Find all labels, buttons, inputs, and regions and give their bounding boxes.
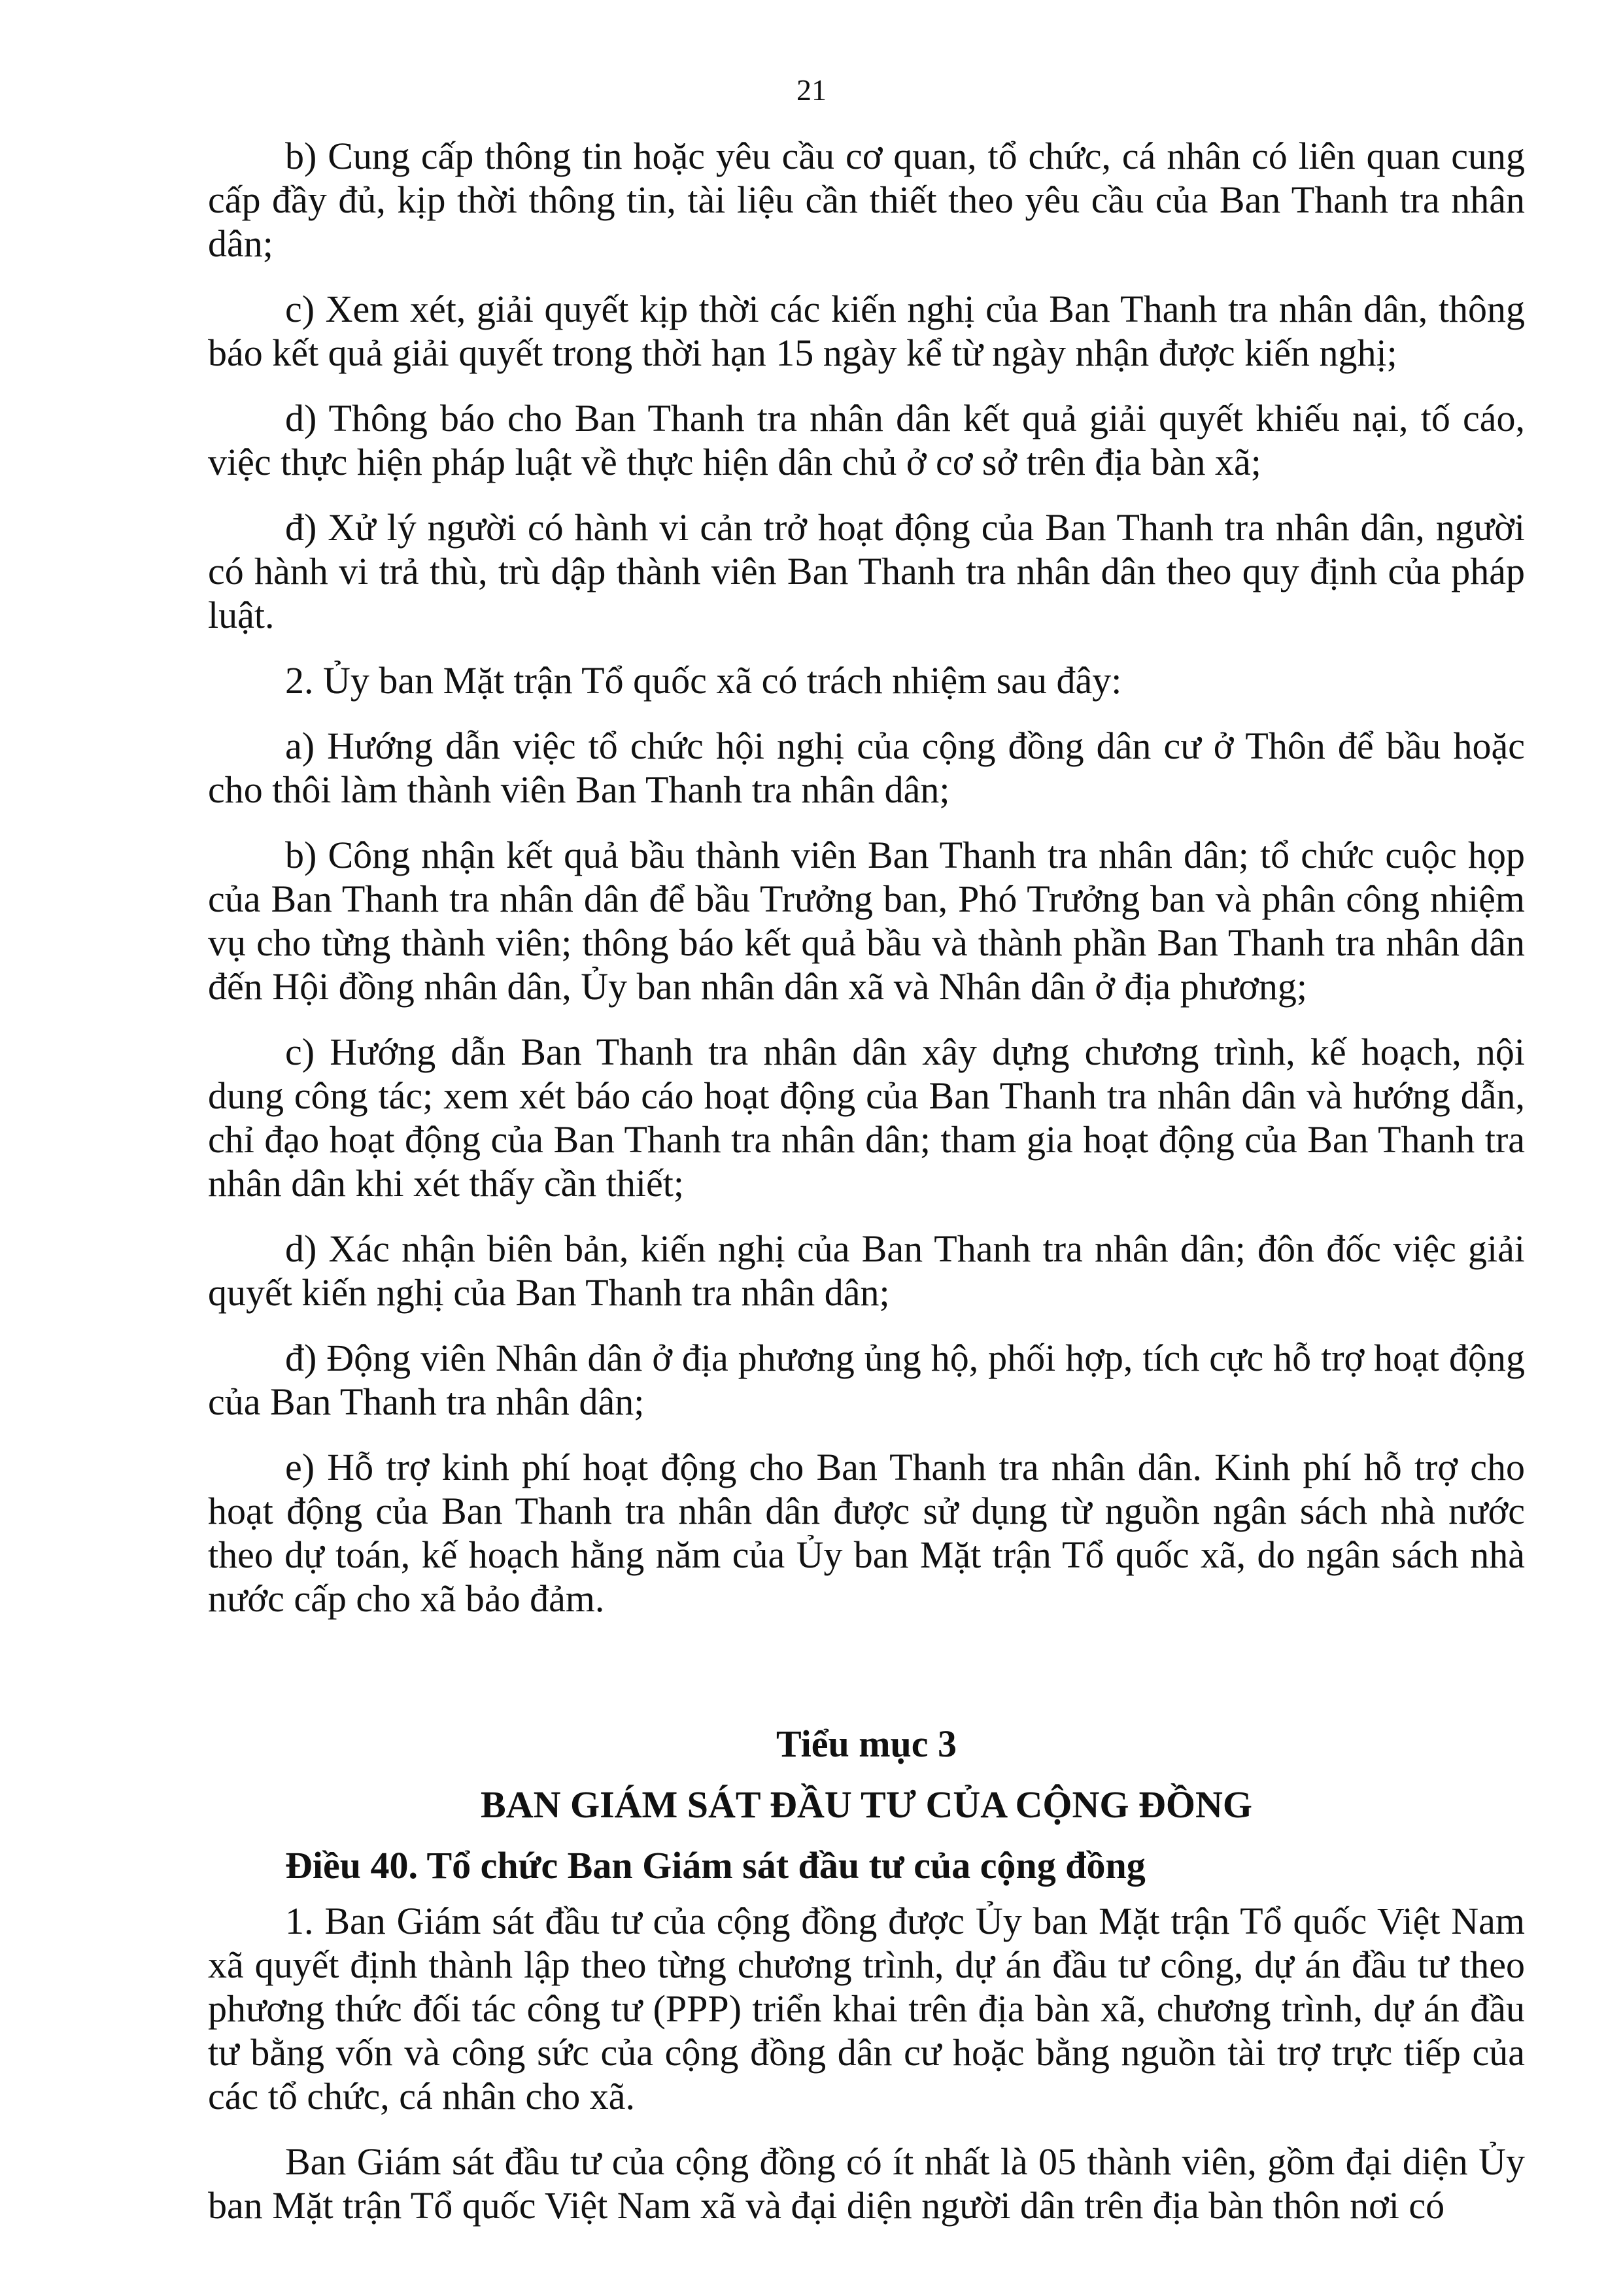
paragraph-d-confirm-minutes: d) Xác nhận biên bản, kiến nghị của Ban Thanh tra nhân dân; đôn đốc việc giải quyết kiến nghị của Ban Thanh tra nhân dân; (208, 1227, 1525, 1314)
paragraph-dd-handle-obstruction: đ) Xử lý người có hành vi cản trở hoạt động của Ban Thanh tra nhân dân, người có hành vi trả thù, trù dập thành viên Ban Thanh tra nhân dân theo quy định của pháp luật. (208, 506, 1525, 636)
paragraph-e-funding-support: e) Hỗ trợ kinh phí hoạt động cho Ban Thanh tra nhân dân. Kinh phí hỗ trợ cho hoạt động của Ban Thanh tra nhân dân được sử dụng từ nguồn ngân sách nhà nước theo dự toán, kế hoạch hằng năm của Ủy ban Mặt trận Tổ quốc xã, do ngân sách nhà nước cấp cho xã bảo đảm. (208, 1446, 1525, 1620)
paragraph-dd-encourage-people: đ) Động viên Nhân dân ở địa phương ủng hộ, phối hợp, tích cực hỗ trợ hoạt động của Ban Thanh tra nhân dân; (208, 1337, 1525, 1423)
paragraph-d-notify-results: d) Thông báo cho Ban Thanh tra nhân dân kết quả giải quyết khiếu nại, tố cáo, việc thực hiện pháp luật về thực hiện dân chủ ở cơ sở trên địa bàn xã; (208, 397, 1525, 483)
paragraph-2-front-committee: 2. Ủy ban Mặt trận Tổ quốc xã có trách nhiệm sau đây: (285, 659, 1122, 702)
paragraph-1-establishment: 1. Ban Giám sát đầu tư của cộng đồng được Ủy ban Mặt trận Tổ quốc Việt Nam xã quyết định thành lập theo từng chương trình, dự án đầu tư công, dự án đầu tư theo phương thức đối tác công tư (PPP) triển khai trên địa bàn xã, chương trình, dự án đầu tư bằng vốn và công sức của cộng đồng dân cư hoặc bằng nguồn tài trợ trực tiếp của các tổ chức, cá nhân cho xã. (208, 1900, 1525, 2117)
paragraph-c-guide-program: c) Hướng dẫn Ban Thanh tra nhân dân xây dựng chương trình, kế hoạch, nội dung công tác; xem xét báo cáo hoạt động của Ban Thanh tra nhân dân và hướng dẫn, chỉ đạo hoạt động của Ban Thanh tra nhân dân; tham gia hoạt động của Ban Thanh tra nhân dân khi xét thấy cần thiết; (208, 1031, 1525, 1205)
paragraph-b-recognize-election: b) Công nhận kết quả bầu thành viên Ban Thanh tra nhân dân; tổ chức cuộc họp của Ban Thanh tra nhân dân để bầu Trưởng ban, Phó Trưởng ban và phân công nhiệm vụ cho từng thành viên; thông báo kết quả bầu và thành phần Ban Thanh tra nhân dân đến Hội đồng nhân dân, Ủy ban nhân dân xã và Nhân dân ở địa phương; (208, 834, 1525, 1008)
section-title: Tiểu mục 3 (776, 1722, 957, 1765)
article-title: Điều 40. Tổ chức Ban Giám sát đầu tư của cộng đồng (285, 1844, 1146, 1887)
paragraph-a-guide-conference: a) Hướng dẫn việc tổ chức hội nghị của cộng đồng dân cư ở Thôn để bầu hoặc cho thôi làm thành viên Ban Thanh tra nhân dân; (208, 725, 1525, 811)
document-body (208, 134, 1525, 2249)
paragraph-c-resolve-petitions: c) Xem xét, giải quyết kịp thời các kiến nghị của Ban Thanh tra nhân dân, thông báo kết quả giải quyết trong thời hạn 15 ngày kể từ ngày nhận được kiến nghị; (208, 288, 1525, 374)
paragraph-members: Ban Giám sát đầu tư của cộng đồng có ít nhất là 05 thành viên, gồm đại diện Ủy ban Mặt trận Tổ quốc Việt Nam xã và đại diện người dân trên địa bàn thôn nơi có (208, 2140, 1525, 2227)
section-subtitle: BAN GIÁM SÁT ĐẦU TƯ CỦA CỘNG ĐỒNG (481, 1783, 1252, 1826)
paragraph-b-provide-info: b) Cung cấp thông tin hoặc yêu cầu cơ quan, tổ chức, cá nhân có liên quan cung cấp đầy đủ, kịp thời thông tin, tài liệu cần thiết theo yêu cầu của Ban Thanh tra nhân dân; (208, 135, 1525, 265)
page-number: 21 (796, 73, 827, 107)
